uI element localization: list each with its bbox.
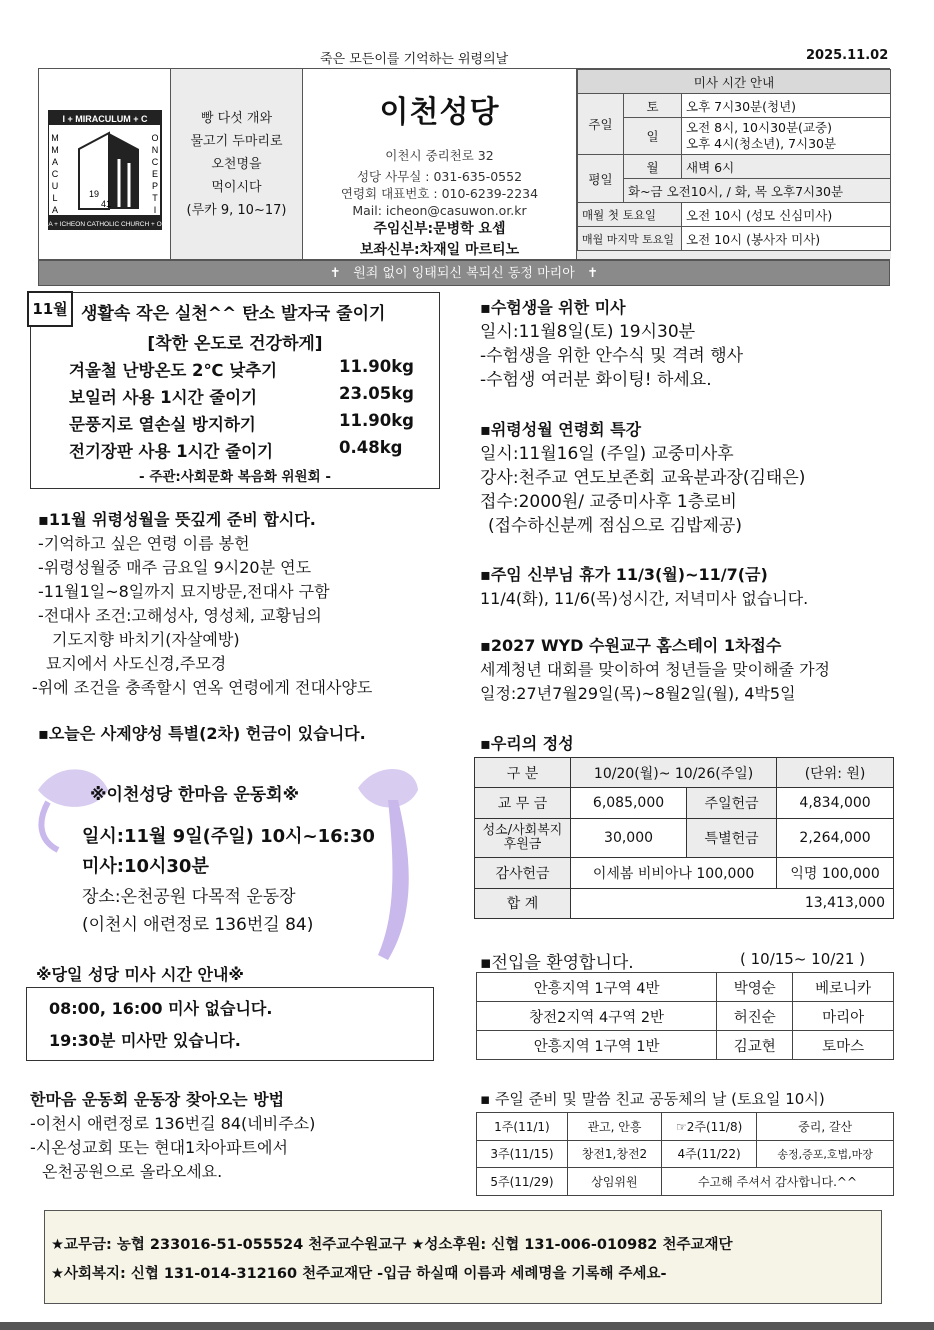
daymass-line: 19:30분 미사만 있습니다.	[49, 1031, 241, 1050]
svg-text:C: C	[51, 169, 59, 179]
table-cell: 30,000	[571, 818, 687, 858]
collection-notice: ▪오늘은 사제양성 특별(2차) 헌금이 있습니다.	[38, 724, 366, 743]
mon-time: 새벽 6시	[682, 155, 891, 179]
vacation-line: 11/4(화), 11/6(목)성시간, 저녁미사 없습니다.	[480, 589, 809, 608]
table-header: 구 분	[475, 758, 571, 788]
table-cell: 6,085,000	[571, 788, 687, 818]
carbon-box	[30, 292, 440, 489]
verse-line: 빵 다섯 개와	[200, 110, 273, 126]
remember-line: 기도지향 바치기(자살예방)	[52, 630, 240, 649]
sports-mass: 미사:10시30분	[82, 856, 209, 877]
table-cell: 중리, 갈산	[757, 1113, 894, 1141]
direction-section	[30, 1088, 450, 1184]
lecture-line: (접수하신분께 점심으로 김밥제공)	[488, 516, 742, 536]
svg-text:I + MIRACULUM + C: I + MIRACULUM + C	[62, 114, 148, 124]
cross-icon: ✝	[574, 266, 599, 281]
welcome-title: ▪전입을 환영합니다.	[480, 953, 634, 973]
direction-line: 온천공원으로 올라오세요.	[42, 1162, 223, 1181]
lecture-line: 강사:천주교 연도보존회 교육분과장(김태은)	[480, 468, 806, 488]
table-cell: 마리아	[793, 1002, 894, 1031]
pastor: 주임신부:문병학 요셉	[373, 221, 506, 237]
bottom-bar	[0, 1322, 934, 1330]
verse-line: 오천명을	[211, 156, 262, 172]
table-cell: 감사헌금	[475, 858, 571, 888]
prep-title: ▪ 주일 준비 및 말씀 친교 공동체의 날 (토요일 10시)	[480, 1090, 825, 1108]
parish-address: 이천시 중리천로 32	[385, 148, 494, 163]
weekday-time: 화~금 오전10시, / 화, 목 오후7시30분	[624, 179, 891, 203]
remember-section	[32, 508, 448, 700]
section-title: 우리의 정성	[490, 734, 574, 753]
svg-text:41: 41	[101, 199, 112, 209]
svg-text:A + ICHEON CATHOLIC CHURCH + O: A + ICHEON CATHOLIC CHURCH + O	[48, 221, 162, 228]
table-cell: 특별헌금	[687, 818, 777, 858]
table-cell: 3주(11/15)	[477, 1140, 568, 1168]
marian-banner	[38, 260, 890, 286]
table-cell: 주일헌금	[687, 788, 777, 818]
exam-line: 일시:11월8일(토) 19시30분	[480, 322, 696, 342]
carbon-row: 보일러 사용 1시간 줄이기 23.05kg	[69, 384, 414, 407]
svg-text:A: A	[51, 205, 59, 215]
vacation-section: ▪주임 신부님 휴가 11/3(월)~11/7(금) 11/4(화), 11/6(목)성시간, 저녁미사 없습니다.	[480, 563, 900, 611]
first-sat-time: 오전 10시 (성모 신심미사)	[682, 203, 891, 227]
wyd-line: 일정:27년7월29일(목)~8월2일(월), 4박5일	[480, 684, 796, 703]
svg-text:I: I	[153, 205, 157, 215]
table-cell: 안흥지역 1구역 1반	[477, 1031, 717, 1060]
section-title: 주임 신부님 휴가 11/3(월)~11/7(금)	[490, 565, 768, 584]
last-sat-time: 오전 10시 (봉사자 미사)	[682, 227, 891, 251]
svg-text:C: C	[151, 157, 159, 167]
parish-info	[303, 69, 577, 259]
bank-accounts	[44, 1210, 882, 1304]
mass-schedule	[577, 69, 891, 259]
section-title: 위령성월 연령회 특강	[490, 420, 642, 439]
remember-line: 묘지에서 사도신경,주모경	[46, 654, 227, 673]
church-logo-icon	[39, 69, 171, 261]
table-cell: ☞2주(11/8)	[662, 1113, 757, 1141]
giving-table	[474, 757, 894, 919]
carbon-row: 문풍지로 열손실 방지하기 11.90kg	[69, 411, 414, 434]
weekday-label: 평일	[578, 155, 624, 203]
svg-text:M: M	[51, 133, 59, 143]
table-cell: 박영순	[717, 973, 793, 1002]
direction-line: -이천시 애련정로 136번길 84(네비주소)	[30, 1114, 316, 1133]
mon-label: 월	[624, 155, 682, 179]
total-cell: 13,413,000	[571, 888, 894, 918]
table-cell: 이세봄 비비아나 100,000	[571, 858, 777, 888]
svg-text:N: N	[151, 145, 159, 155]
verse-line: 물고기 두마리로	[190, 133, 283, 149]
table-cell: 합 계	[475, 888, 571, 918]
svg-text:A: A	[51, 157, 59, 167]
svg-text:P: P	[151, 181, 159, 191]
table-cell: 4주(11/22)	[662, 1140, 757, 1168]
carbon-title: 생활속 작은 실천^^ 탄소 발자국 줄이기	[81, 304, 386, 324]
vice-pastor: 보좌신부:차재일 마르티노	[359, 242, 520, 258]
sun-label: 일	[624, 118, 682, 155]
bullet-icon: ▪	[38, 510, 49, 529]
table-cell: 1주(11/1)	[477, 1113, 568, 1141]
month-badge: 11월	[27, 291, 73, 327]
table-cell: 5주(11/29)	[477, 1168, 568, 1196]
table-header: 10/20(월)~ 10/26(주일)	[571, 758, 777, 788]
bank-line: ★사회복지: 신협 131-014-312160 천주교재단 -입금 하실때 이름과 세례명을 기록해 주세요-	[51, 1266, 667, 1282]
carbon-row: 겨울철 난방온도 2℃ 낮추기 11.90kg	[69, 357, 414, 380]
wyd-line: 세계청년 대회를 맞이하여 청년들을 맞이해줄 가정	[480, 660, 831, 679]
svg-text:M: M	[51, 145, 59, 155]
remember-line: -11월1일~8일까지 묘지방문,전대사 구함	[38, 582, 330, 601]
sat-label: 토	[624, 94, 682, 118]
table-cell: 상임위원	[567, 1168, 661, 1196]
header	[38, 68, 890, 260]
sports-date: 일시:11월 9일(주일) 10시~16:30	[82, 826, 375, 847]
direction-line: -시온성교회 또는 현대1차아파트에서	[30, 1138, 288, 1157]
rep-phone: 연령회 대표번호 : 010-6239-2234	[340, 186, 539, 201]
carbon-row: 전기장판 사용 1시간 줄이기 0.48kg	[69, 438, 403, 461]
svg-text:19: 19	[89, 189, 100, 199]
welcome-table	[476, 972, 894, 1060]
remember-line: -전대사 조건:고해성사, 영성체, 교황님의	[38, 606, 322, 625]
giving-title: ▪우리의 정성	[480, 734, 574, 753]
daymass-box	[26, 987, 434, 1061]
lecture-line: 일시:11월16일 (주일) 교중미사후	[480, 444, 734, 464]
table-cell: 4,834,000	[777, 788, 894, 818]
section-title: 수험생을 위한 미사	[490, 298, 626, 317]
bank-line: ★교무금: 농협 233016-51-055524 천주교수원교구 ★성소후원: 신협 131-006-010982 천주교재단	[51, 1237, 733, 1253]
table-cell: 송정,증포,호법,마장	[757, 1140, 894, 1168]
email[interactable]: Mail: icheon@casuwon.or.kr	[352, 203, 527, 218]
daymass-title: ※당일 성당 미사 시간 안내※	[36, 965, 244, 984]
svg-text:O: O	[151, 133, 159, 143]
table-cell: 안흥지역 1구역 4반	[477, 973, 717, 1002]
sports-address: (이천시 애련정로 136번길 84)	[82, 915, 314, 935]
table-cell: 교 무 금	[475, 788, 571, 818]
table-cell: 창전2지역 4구역 2반	[477, 1002, 717, 1031]
wyd-section: ▪2027 WYD 수원교구 홈스테이 1차접수 세계청년 대회를 맞이하여 청년들을 맞이해줄 가정 일정:27년7월29일(목)~8월2일(월), 4박5일	[480, 634, 910, 706]
remember-line: -위에 조건을 충족할시 연옥 연령에게 전대사양도	[32, 678, 373, 697]
top-title: 죽은 모든이를 기억하는 위령의날	[320, 52, 509, 67]
section-title: 11월 위령성월을 뜻깊게 준비 합시다.	[48, 510, 316, 529]
section-title: 전입을 환영합니다.	[491, 953, 634, 973]
table-cell: 2,264,000	[777, 818, 894, 858]
sat-time: 오후 7시30분(청년)	[682, 94, 891, 118]
sun-time: 오전 8시, 10시30분(교중)	[686, 120, 832, 135]
first-sat-label: 매월 첫 토요일	[578, 203, 682, 227]
sports-title: ※이천성당 한마음 운동회※	[90, 785, 300, 805]
svg-text:U: U	[51, 181, 59, 191]
schedule-title: 미사 시간 안내	[578, 70, 891, 94]
welcome-range: ( 10/15~ 10/21 )	[740, 950, 866, 968]
sun-time: 오후 4시(청소년), 7시30분	[686, 136, 837, 151]
sunday-label: 주일	[578, 94, 624, 155]
section-title: 한마음 운동회 운동장 찾아오는 방법	[30, 1090, 285, 1109]
svg-text:T: T	[152, 193, 158, 203]
verse-reference: (루카 9, 10~17)	[186, 202, 287, 218]
table-cell: 허진순	[717, 1002, 793, 1031]
section-title: 주일 준비 및 말씀 친교 공동체의 날 (토요일 10시)	[494, 1090, 825, 1108]
prep-table	[476, 1112, 894, 1196]
svg-text:L: L	[52, 193, 58, 203]
svg-text:E: E	[151, 169, 159, 179]
carbon-subtitle: [착한 온도로 건강하게]	[147, 334, 323, 354]
table-cell: 수고해 주셔서 감사합니다.^^	[662, 1168, 894, 1196]
table-cell: 토마스	[793, 1031, 894, 1060]
verse-line: 먹이시다	[211, 179, 262, 195]
sports-day	[38, 760, 418, 960]
table-cell: 익명 100,000	[777, 858, 894, 888]
gospel-verse	[171, 69, 303, 259]
table-cell: 베로니카	[793, 973, 894, 1002]
banner-text: 원죄 없이 잉태되신 복되신 동정 마리아	[353, 266, 575, 281]
table-cell: 관고, 안흥	[567, 1113, 661, 1141]
exam-line: -수험생 여러분 화이팅! 하세요.	[480, 370, 712, 390]
section-title: 2027 WYD 수원교구 홈스테이 1차접수	[490, 636, 782, 655]
daymass-line: 08:00, 16:00 미사 없습니다.	[49, 999, 273, 1018]
table-cell: 성소/사회복지후원금	[475, 818, 571, 858]
remember-line: -기억하고 싶은 연령 이름 봉헌	[38, 534, 250, 553]
collection-text: 오늘은 사제양성 특별(2차) 헌금이 있습니다.	[48, 724, 366, 743]
office-phone: 성당 사무실 : 031-635-0552	[356, 169, 523, 184]
exam-line: -수험생을 위한 안수식 및 격려 행사	[480, 346, 744, 366]
parish-name: 이천성당	[379, 95, 500, 130]
church-logo	[39, 69, 171, 259]
table-header: (단위: 원)	[777, 758, 894, 788]
table-cell: 김교현	[717, 1031, 793, 1060]
remember-line: -위령성월중 매주 금요일 9시20분 연도	[38, 558, 312, 577]
exam-section: ▪수험생을 위한 미사 일시:11월8일(토) 19시30분 -수험생을 위한 안수식 및 격려 행사 -수험생 여러분 화이팅! 하세요.	[480, 296, 900, 392]
lecture-section: ▪위령성월 연령회 특강 일시:11월16일 (주일) 교중미사후 강사:천주교 연도보존회 교육분과장(김태은) 접수:2000원/ 교중미사후 1층로비 (접수하신분께 점심으로 김밥제공)	[480, 418, 910, 538]
carbon-org: - 주관:사회문화 복음화 위원회 -	[139, 469, 331, 485]
sports-place: 장소:온천공원 다목적 운동장	[82, 887, 296, 907]
bulletin-date: 2025.11.02	[806, 48, 889, 63]
lecture-line: 접수:2000원/ 교중미사후 1층로비	[480, 492, 737, 512]
cross-icon: ✝	[329, 266, 354, 281]
table-cell: 창전1,창전2	[567, 1140, 661, 1168]
last-sat-label: 매월 마지막 토요일	[578, 227, 682, 251]
